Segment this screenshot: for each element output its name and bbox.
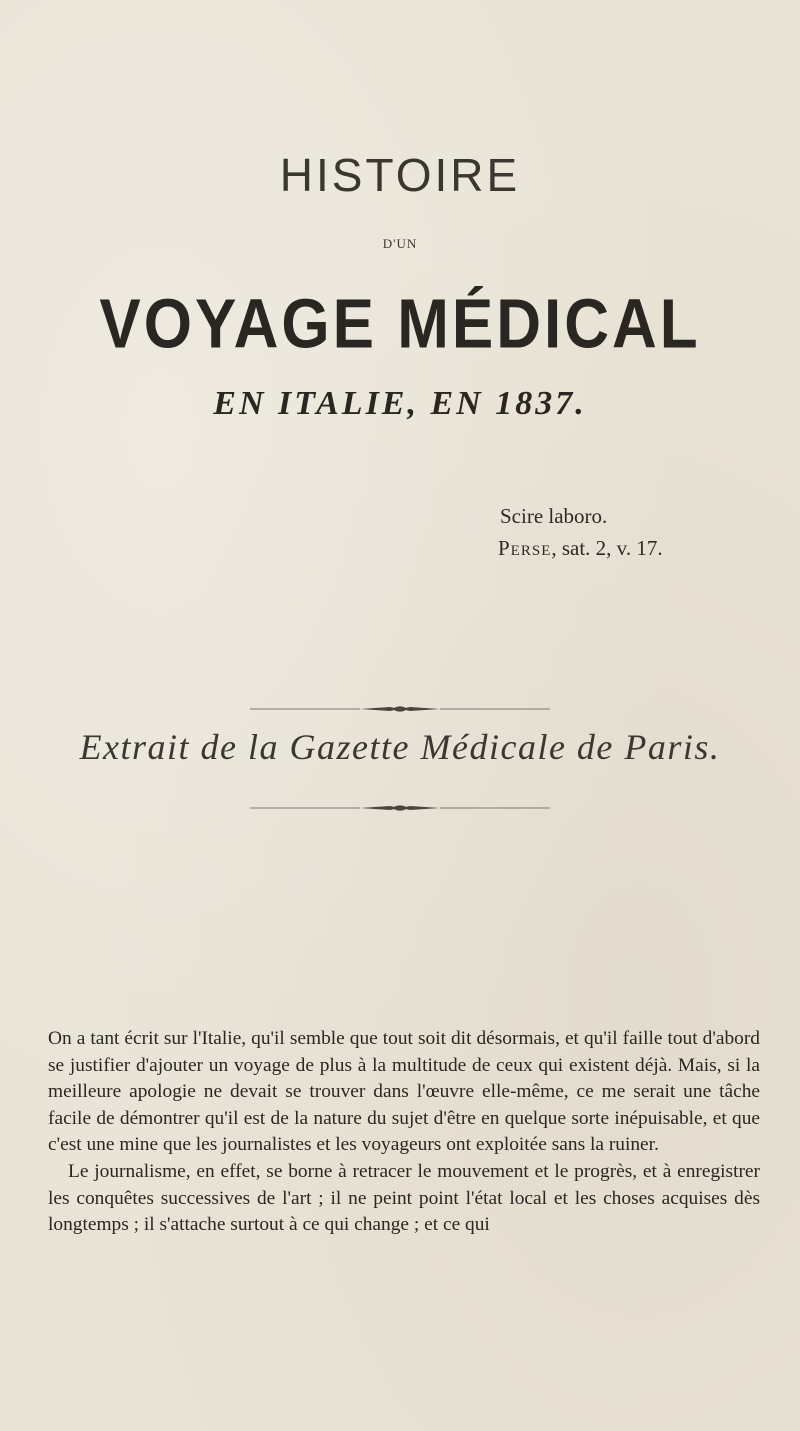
ornamental-rule-bottom <box>250 804 550 812</box>
title-voyage-medical: VOYAGE MÉDICAL <box>99 286 701 364</box>
paragraph: Le journalisme, en effet, se borne à retracer le mouvement et le progrès, et à enregistrer les conquêtes successives de l'art ; il ne peint point l'état local et les choses acquises dès longtemps ; il s'attache surtout à ce qui change ; et ce qui <box>48 1160 760 1236</box>
title-histoire: HISTOIRE <box>279 149 521 201</box>
epigraph-author: Perse <box>498 536 552 560</box>
epigraph-quote: Scire laboro. <box>500 504 608 528</box>
epigraph <box>500 500 663 564</box>
epigraph-reference: , sat. 2, v. 17. <box>551 536 663 560</box>
paragraph: On a tant écrit sur l'Italie, qu'il semble que tout soit dit désormais, et qu'il faille tout d'abord se justifier d'ajouter un voyage de plus à la multitude de ceux qui existent déjà. Mais, si la meilleure apologie ne devait se trouver dans l'œuvre elle-même, ce me serait une tâche facile de démontrer qu'il est de la nature du sujet d'être en quelque sorte inépuisable, et que c'est une mine que les journalistes et les voyageurs ont exploitée sans la ruiner. <box>48 1028 760 1156</box>
extract-note: Extrait de la Gazette Médicale de Paris. <box>79 727 721 767</box>
body-text <box>48 1026 760 1239</box>
ornamental-rule-top <box>250 705 550 713</box>
title-en-italie: EN ITALIE, EN 1837. <box>213 385 587 422</box>
title-dun: D'UN <box>382 236 418 251</box>
epigraph-citation <box>498 532 663 564</box>
